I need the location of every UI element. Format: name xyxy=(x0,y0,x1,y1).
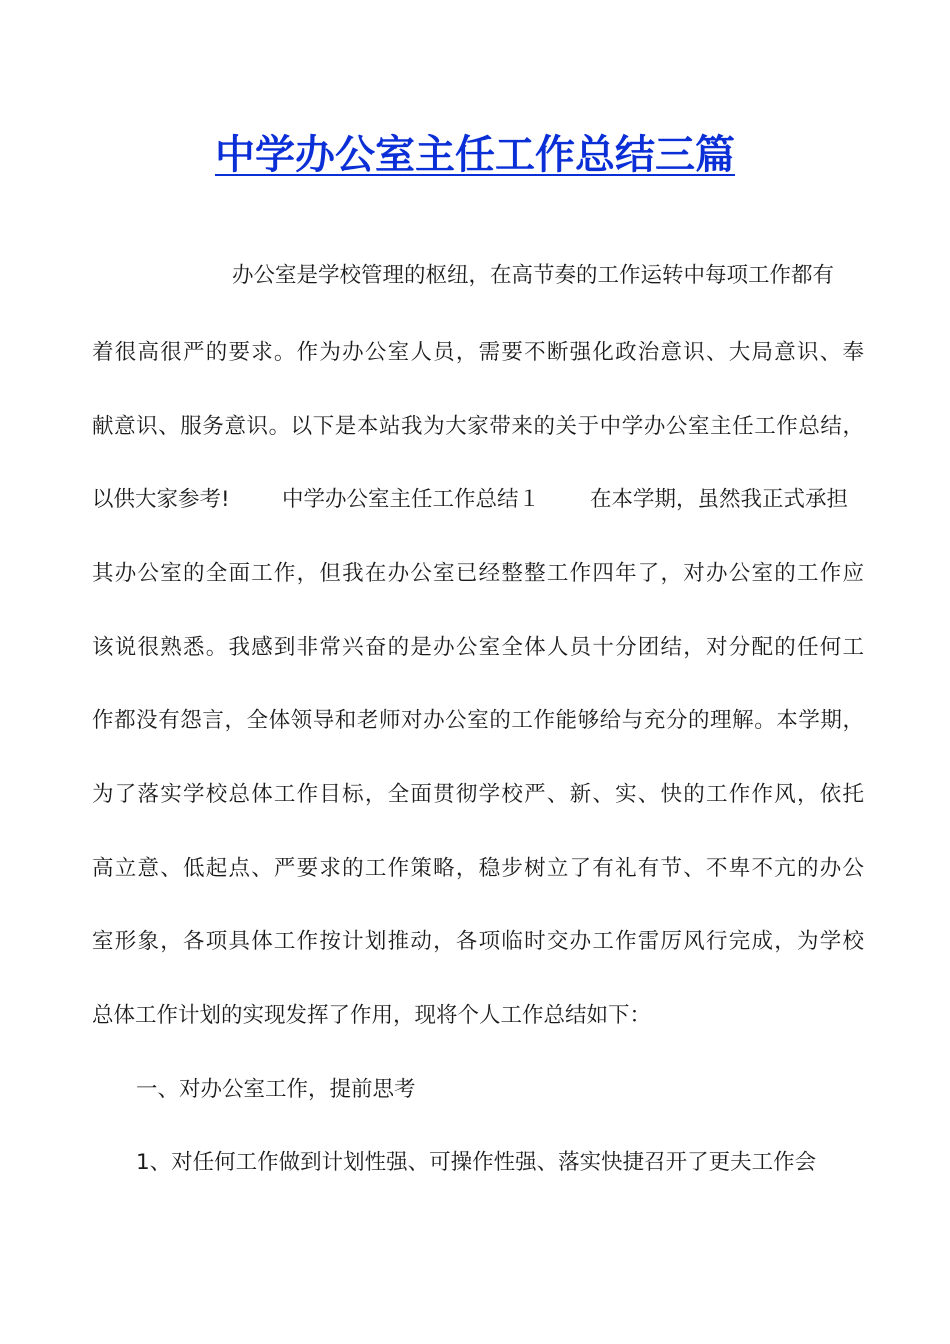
paragraph-line: 着很高很严的要求。作为办公室人员，需要不断强化政治意识、大局意识、奉 xyxy=(92,340,864,365)
paragraph-line: 该说很熟悉。我感到非常兴奋的是办公室全体人员十分团结，对分配的任何工 xyxy=(92,635,864,660)
paragraph-line: 在本学期，虽然我正式承担 xyxy=(590,487,849,512)
paragraph-line: 高立意、低起点、严要求的工作策略，稳步树立了有礼有节、不卑不亢的办公 xyxy=(92,856,864,881)
paragraph-line: 以供大家参考! xyxy=(92,487,230,512)
numbered-item: 1、对任何工作做到计划性强、可操作性强、落实快捷召开了更夫工作会 xyxy=(136,1150,817,1175)
document-title[interactable] xyxy=(0,124,950,186)
paragraph-line: 作都没有怨言，全体领导和老师对办公室的工作能够给与充分的理解。本学期， xyxy=(92,708,864,733)
paragraph-line: 总体工作计划的实现发挥了作用，现将个人工作总结如下： xyxy=(92,1003,652,1028)
paragraph-line: 献意识、服务意识。以下是本站我为大家带来的关于中学办公室主任工作总结， xyxy=(92,414,864,439)
paragraph-line: 办公室是学校管理的枢纽，在高节奏的工作运转中每项工作都有 xyxy=(232,263,835,288)
paragraph-line: 其办公室的全面工作，但我在办公室已经整整工作四年了，对办公室的工作应 xyxy=(92,561,864,586)
section-heading-inline: 中学办公室主任工作总结１ xyxy=(282,487,541,512)
paragraph-line: 室形象，各项具体工作按计划推动，各项临时交办工作雷厉风行完成，为学校 xyxy=(92,929,864,954)
document-title-link[interactable]: 中学办公室主任工作总结三篇 xyxy=(215,132,735,178)
section-heading: 一、对办公室工作，提前思考 xyxy=(136,1077,416,1102)
paragraph-line: 为了落实学校总体工作目标，全面贯彻学校严、新、实、快的工作作风，依托 xyxy=(92,782,864,807)
